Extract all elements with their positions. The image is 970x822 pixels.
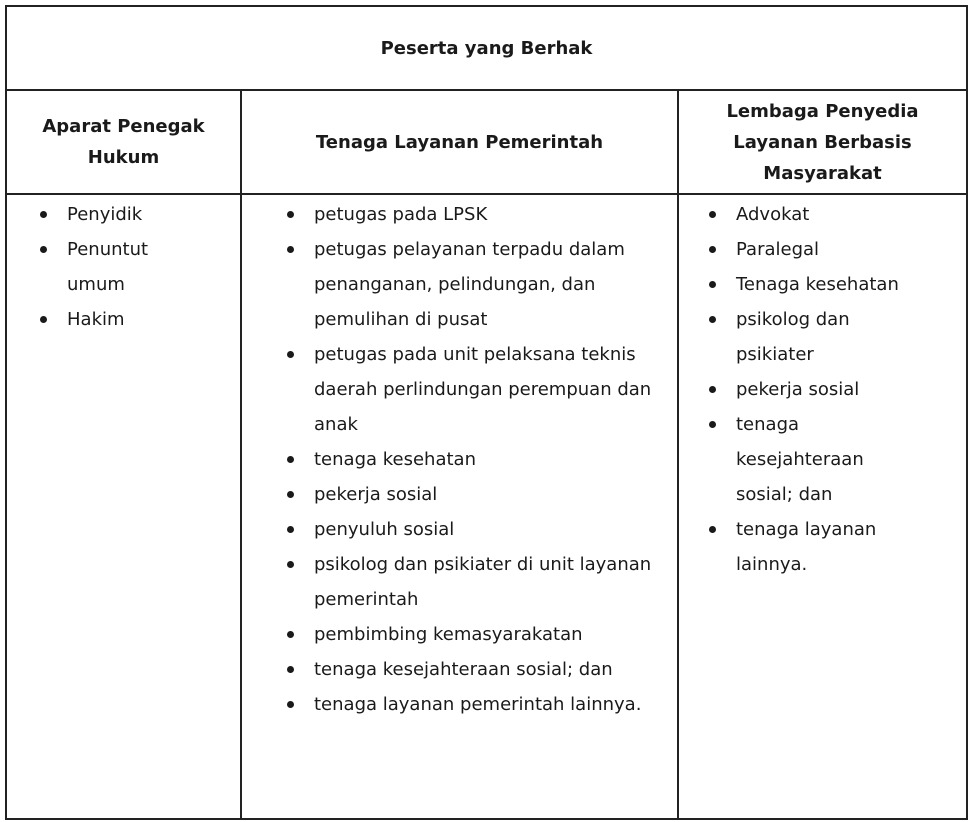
table-title: Peserta yang Berhak bbox=[7, 7, 966, 91]
government-service-list bbox=[242, 195, 677, 722]
list-item: pembimbing kemasyarakatan bbox=[242, 617, 663, 652]
list-item: Hakim bbox=[7, 302, 232, 337]
list-item: petugas pada unit pelaksana teknis daerah perlindungan perempuan dan anak bbox=[242, 337, 663, 442]
list-item: tenaga kesehatan bbox=[242, 442, 663, 477]
list-item: Penuntut umum bbox=[7, 232, 232, 302]
list-item: Tenaga kesehatan bbox=[679, 267, 960, 302]
header-government-service-label: Tenaga Layanan Pemerintah bbox=[315, 131, 604, 153]
header-row bbox=[7, 91, 966, 195]
law-enforcement-list bbox=[7, 195, 240, 337]
list-item: Penyidik bbox=[7, 197, 232, 232]
list-item: petugas pada LPSK bbox=[242, 197, 663, 232]
list-item: tenaga kesejahteraan sosial; dan bbox=[242, 652, 663, 687]
header-community-service bbox=[677, 91, 966, 193]
community-service-cell bbox=[677, 195, 966, 818]
list-item: Advokat bbox=[679, 197, 960, 232]
list-item: tenaga layanan lainnya. bbox=[679, 512, 960, 582]
list-item: penyuluh sosial bbox=[242, 512, 663, 547]
header-community-service-label: Lembaga Penyedia Layanan Berbasis Masyarakat bbox=[726, 100, 919, 184]
list-item: psikolog dan psikiater di unit layanan pemerintah bbox=[242, 547, 663, 617]
list-item: psikolog dan psikiater bbox=[679, 302, 960, 372]
header-government-service bbox=[240, 91, 677, 193]
header-law-enforcement bbox=[7, 91, 240, 193]
law-enforcement-cell bbox=[7, 195, 240, 818]
body-row bbox=[7, 195, 966, 818]
list-item: pekerja sosial bbox=[679, 372, 960, 407]
government-service-cell bbox=[240, 195, 677, 818]
header-law-enforcement-label: Aparat Penegak Hukum bbox=[42, 116, 205, 168]
list-item: pekerja sosial bbox=[242, 477, 663, 512]
community-service-list bbox=[679, 195, 966, 582]
list-item: tenaga kesejahteraan sosial; dan bbox=[679, 407, 960, 512]
eligible-participants-table bbox=[5, 5, 968, 820]
list-item: Paralegal bbox=[679, 232, 960, 267]
list-item: tenaga layanan pemerintah lainnya. bbox=[242, 687, 663, 722]
list-item: petugas pelayanan terpadu dalam penanganan, pelindungan, dan pemulihan di pusat bbox=[242, 232, 663, 337]
